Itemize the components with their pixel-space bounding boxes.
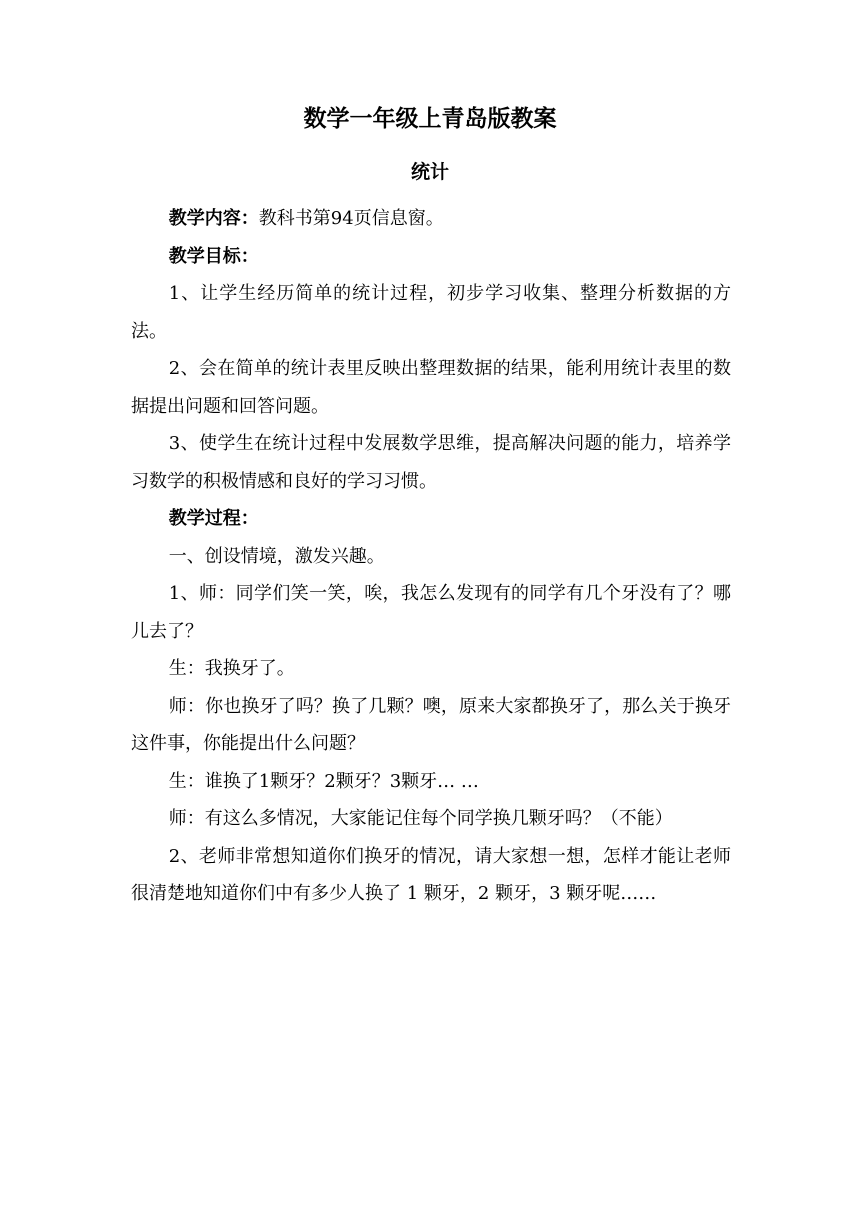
- goals-heading: 教学目标：: [168, 245, 259, 267]
- process-paragraph: 师：有这么多情况，大家能记住每个同学换几颗牙吗？（不能）: [168, 808, 673, 829]
- document-title: 数学一年级上青岛版教案: [303, 106, 557, 132]
- document-subtitle: 统计: [410, 161, 449, 183]
- process-paragraph: 一、创设情境，激发兴趣。: [168, 545, 385, 567]
- content-text: 教科书第94页信息窗。: [258, 208, 444, 229]
- goal-paragraph: 3、使学生在统计过程中发展数学思维，提高解决问题的能力，培养学习数学的积极情感和良好的学习习惯。: [131, 433, 731, 492]
- document-body: [131, 200, 731, 913]
- content-paragraph: [131, 200, 731, 238]
- goal-paragraph: 2、会在简单的统计表里反映出整理数据的结果，能利用统计表里的数据提出问题和回答问题。: [131, 358, 731, 417]
- process-paragraph: 师：你也换牙了吗？换了几颗？噢，原来大家都换牙了，那么关于换牙这件事，你能提出什么问题？: [131, 695, 731, 754]
- process-heading: 教学过程：: [168, 508, 259, 529]
- process-paragraph: 生：我换牙了。: [168, 658, 295, 679]
- goal-paragraph: 1、让学生经历简单的统计过程，初步学习收集、整理分析数据的方法。: [131, 283, 731, 342]
- process-paragraph: 1、师：同学们笑一笑，唉，我怎么发现有的同学有几个牙没有了？哪儿去了？: [131, 583, 731, 642]
- process-paragraph: 2、老师非常想知道你们换牙的情况，请大家想一想，怎样才能让老师很清楚地知道你们中有多少人换了 1 颗牙，2 颗牙，3 颗牙呢……: [131, 845, 731, 904]
- content-label: 教学内容：: [168, 208, 259, 229]
- process-paragraph: 生：谁换了1颗牙？2颗牙？3颗牙… …: [168, 770, 479, 792]
